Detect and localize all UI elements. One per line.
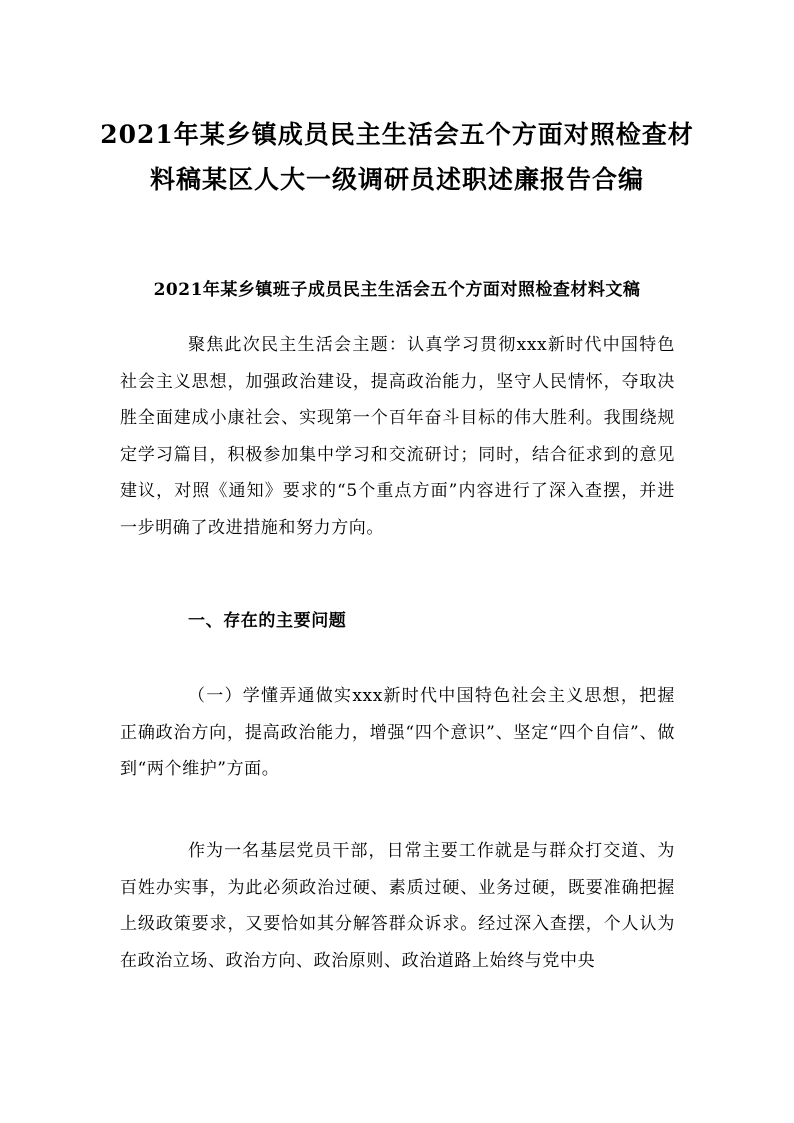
- subheading-paragraph: （一）学懂弄通做实xxx新时代中国特色社会主义思想，把握正确政治方向，提高政治能力，增强“四个意识”、坚定“四个自信”、做到“两个维护”方面。: [120, 686, 675, 779]
- document-title-line-2: 料稿某区人大一级调研员述职述廉报告合编: [149, 165, 644, 194]
- document-title-line-1: 2021年某乡镇成员民主生活会五个方面对照检查材: [100, 120, 694, 149]
- document-title: [100, 112, 694, 202]
- section-title: 2021年某乡镇班子成员民主生活会五个方面对照检查材料文稿: [153, 280, 641, 300]
- intro-paragraph: 聚焦此次民主生活会主题：认真学习贯彻xxx新时代中国特色社会主义思想，加强政治建设，提高政治能力，坚守人民情怀，夺取决胜全面建成小康社会、实现第一个百年奋斗目标的伟大胜利。我围绕规定学习篇目，积极参加集中学习和交流研讨；同时，结合征求到的意见建议，对照《通知》要求的“5个重点方面”内容进行了深入查摆，并进一步明确了改进措施和努力方向。: [120, 335, 675, 538]
- heading-main-problems: 一、存在的主要问题: [188, 611, 347, 631]
- body-paragraph: 作为一名基层党员干部，日常主要工作就是与群众打交道、为百姓办实事，为此必须政治过硬、素质过硬、业务过硬，既要准确把握上级政策要求，又要恰如其分解答群众诉求。经过深入查摆，个人认为在政治立场、政治方向、政治原则、政治道路上始终与党中央: [120, 841, 675, 971]
